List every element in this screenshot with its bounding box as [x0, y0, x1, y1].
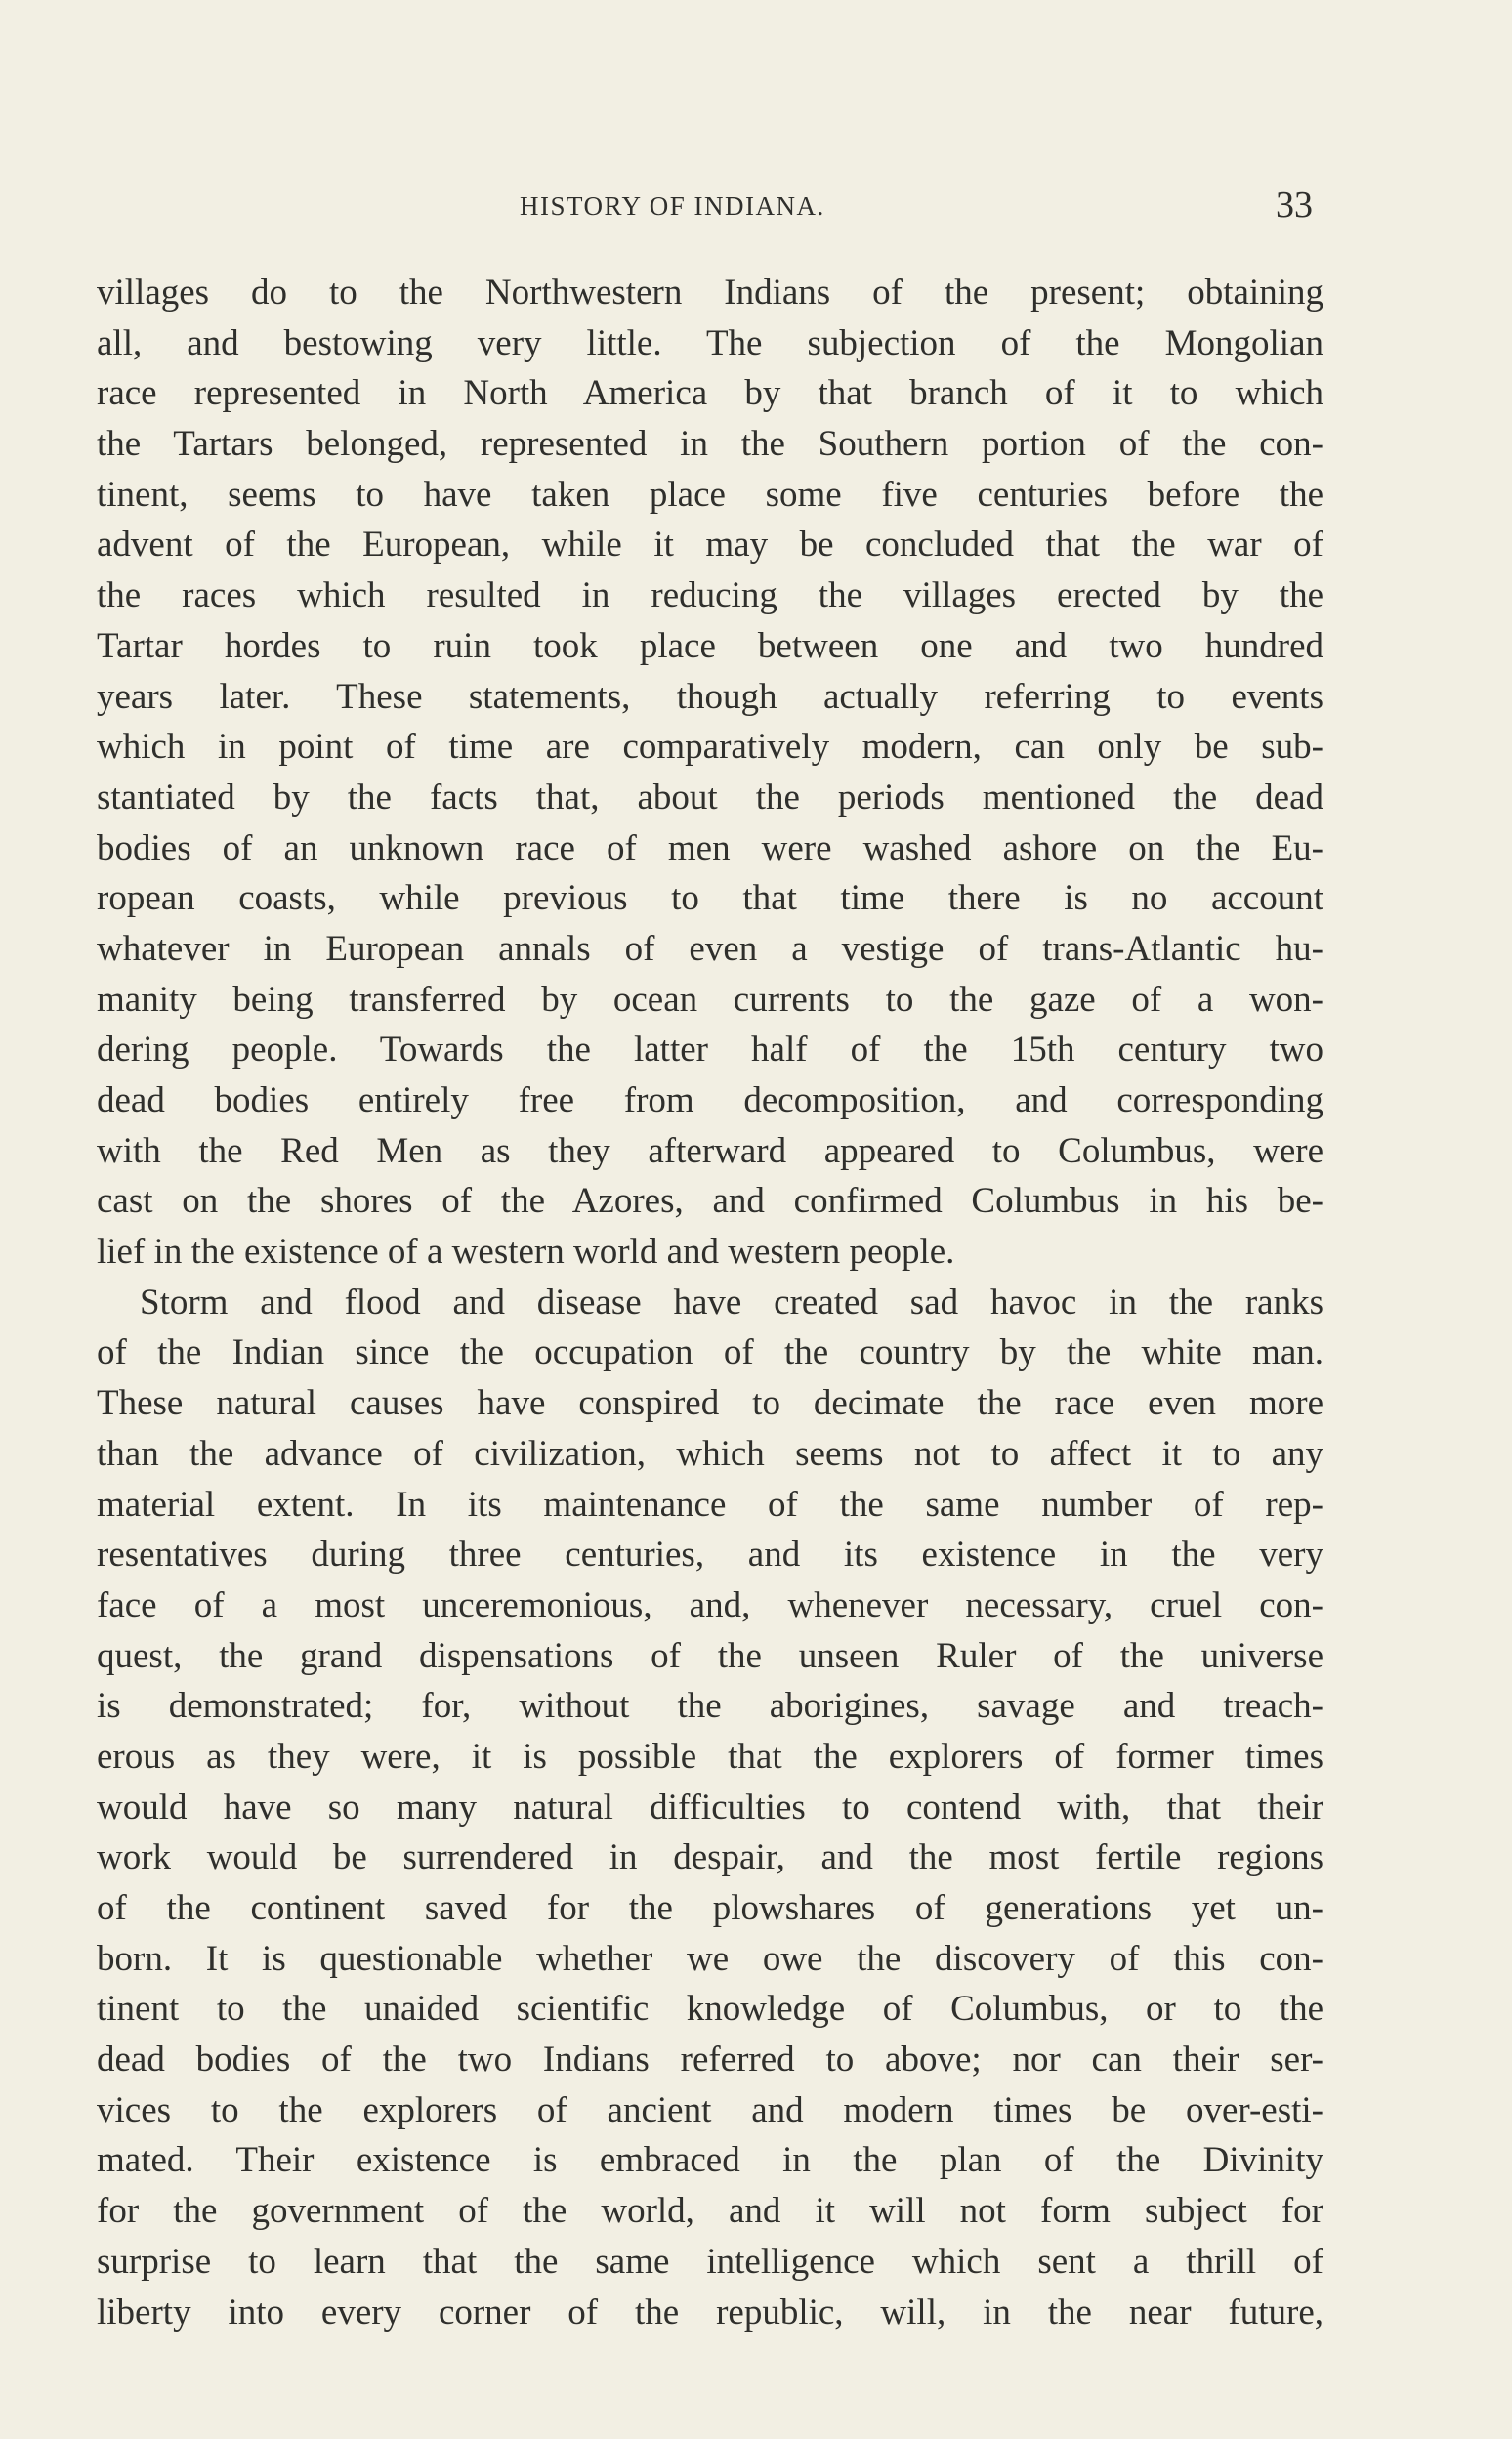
text-line: with the Red Men as they afterward appeared to Columbus, were: [97, 1130, 1323, 1171]
text-line: of the Indian since the occupation of the country by the white man.: [97, 1332, 1323, 1373]
text-line: tinent to the unaided scientific knowledge of Columbus, or to the: [97, 1989, 1323, 2030]
text-line: dering people. Towards the latter half of the 15th century two: [97, 1030, 1323, 1071]
text-line: face of a most unceremonious, and, whenever necessary, cruel con-: [97, 1584, 1323, 1625]
text-line: born. It is questionable whether we owe the discovery of this con-: [97, 1938, 1323, 1979]
text-line: vices to the explorers of ancient and modern times be over-esti-: [97, 2089, 1323, 2130]
text-line: material extent. In its maintenance of the same number of rep-: [97, 1484, 1323, 1525]
text-line: work would be surrendered in despair, and the most fertile regions: [97, 1837, 1323, 1878]
text-line: villages do to the Northwestern Indians of the present; obtaining: [97, 273, 1323, 313]
text-line: lief in the existence of a western world and western people.: [97, 1232, 955, 1273]
text-line: dead bodies of the two Indians referred to above; nor can their ser-: [97, 2040, 1323, 2081]
text-line: liberty into every corner of the republic, will, in the near future,: [97, 2292, 1323, 2333]
text-line: manity being transferred by ocean currents to the gaze of a won-: [97, 979, 1323, 1020]
text-line: These natural causes have conspired to decimate the race even more: [97, 1383, 1323, 1424]
text-line: dead bodies entirely free from decomposition, and corresponding: [97, 1080, 1323, 1120]
text-line: than the advance of civilization, which seems not to affect it to any: [97, 1433, 1323, 1474]
text-line: quest, the grand dispensations of the unseen Ruler of the universe: [97, 1635, 1323, 1676]
text-line: which in point of time are comparatively modern, can only be sub-: [97, 727, 1323, 768]
text-line: advent of the European, while it may be concluded that the war of: [97, 525, 1323, 566]
text-line: Tartar hordes to ruin took place between one and two hundred: [97, 625, 1323, 666]
text-line: resentatives during three centuries, and its existence in the very: [97, 1535, 1323, 1576]
text-line: stantiated by the facts that, about the periods mentioned the dead: [97, 777, 1323, 818]
text-line: for the government of the world, and it will not form subject for: [97, 2191, 1323, 2232]
running-head-title: HISTORY OF INDIANA.: [520, 191, 825, 221]
body-text: [97, 268, 1323, 2337]
page-number: 33: [1276, 185, 1313, 226]
text-line: of the continent saved for the plowshares of generations yet un-: [97, 1888, 1323, 1928]
text-line: Storm and flood and disease have created sad havoc in the ranks: [140, 1282, 1323, 1323]
text-line: all, and bestowing very little. The subjection of the Mongolian: [97, 322, 1323, 363]
text-line: cast on the shores of the Azores, and confirmed Columbus in his be-: [97, 1181, 1323, 1222]
text-line: surprise to learn that the same intelligence which sent a thrill of: [97, 2241, 1323, 2282]
text-line: race represented in North America by that branch of it to which: [97, 373, 1323, 414]
text-line: the Tartars belonged, represented in the Southern portion of the con-: [97, 424, 1323, 465]
text-line: years later. These statements, though actually referring to events: [97, 676, 1323, 717]
text-line: mated. Their existence is embraced in the plan of the Divinity: [97, 2140, 1323, 2181]
text-line: bodies of an unknown race of men were washed ashore on the Eu-: [97, 827, 1323, 868]
text-line: whatever in European annals of even a vestige of trans-Atlantic hu-: [97, 928, 1323, 969]
text-line: would have so many natural difficulties to contend with, that their: [97, 1787, 1323, 1828]
text-line: ropean coasts, while previous to that time there is no account: [97, 878, 1323, 919]
text-line: is demonstrated; for, without the aborigines, savage and treach-: [97, 1686, 1323, 1727]
text-line: tinent, seems to have taken place some five centuries before the: [97, 474, 1323, 515]
text-line: the races which resulted in reducing the villages erected by the: [97, 575, 1323, 616]
text-line: erous as they were, it is possible that the explorers of former times: [97, 1736, 1323, 1777]
